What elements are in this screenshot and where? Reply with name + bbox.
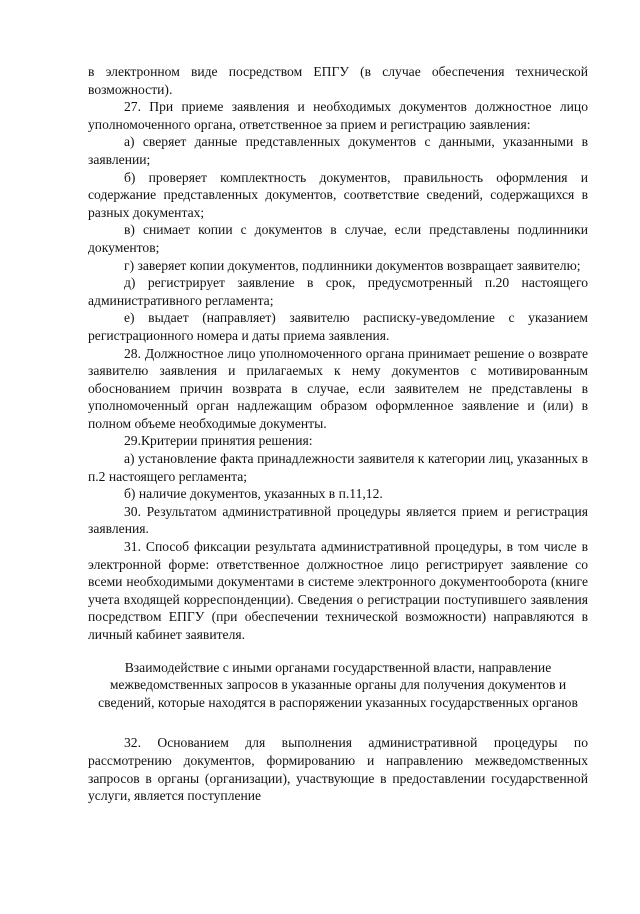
paragraph: в электронном виде посредством ЕПГУ (в случае обеспечения технической возможности).: [88, 64, 588, 97]
section-heading: Взаимодействие с иными органами государственной власти, направление межведомственных запросов в указанные органы для получения документов и сведений, которые находятся в распоряжении указанных государственных органов: [98, 659, 578, 710]
paragraph-27-b: б) проверяет комплектность документов, правильность оформления и содержание представленных документов, соответствие сведений, содержащихся в разных документах;: [88, 169, 588, 220]
paragraph-29-b: б) наличие документов, указанных в п.11,12.: [124, 486, 383, 502]
paragraph-27: 27. При приеме заявления и необходимых документов должностное лицо уполномоченного органа, ответственное за прием и регистрацию заявления:: [88, 99, 588, 132]
paragraph-28: 28. Должностное лицо уполномоченного органа принимает решение о возврате заявителю заявления и прилагаемых к нему документов с мотивированным обоснованием причин возврата в случае, если заявителем не представлены в уполномоченный орган надлежащим образом оформленное заявление и (или) в полном объеме необходимые документы.: [88, 345, 588, 431]
paragraph-29: 29.Критерии принятия решения:: [124, 433, 313, 449]
paragraph-27-a: а) сверяет данные представленных документов с данными, указанными в заявлении;: [88, 134, 588, 167]
paragraph-27-v: в) снимает копии с документов в случае, если представлены подлинники документов;: [88, 222, 588, 255]
paragraph-31: 31. Способ фиксации результата административной процедуры, в том числе в электронной форме: ответственное должностное лицо регистрирует заявление со всеми необходимыми документами в системе электронного документооборота (книге учета входящей корреспонденции). Сведения о регистрации поступившего заявления посредством ЕПГУ (при обеспечении технической возможности) направляются в личный кабинет заявителя.: [88, 539, 588, 642]
paragraph-27-g: г) заверяет копии документов, подлинники документов возвращает заявителю;: [124, 257, 581, 273]
paragraph-30: 30. Результатом административной процедуры является прием и регистрация заявления.: [88, 503, 588, 537]
paragraph-29-a: а) установление факта принадлежности заявителя к категории лиц, указанных в п.2 настоящего регламента;: [88, 451, 588, 484]
document-body: [88, 63, 588, 805]
paragraph-27-e: е) выдает (направляет) заявителю расписку-уведомление с указанием регистрационного номера и даты приема заявления.: [88, 310, 588, 343]
spacer: [88, 711, 588, 734]
paragraph-32: 32. Основанием для выполнения административной процедуры по рассмотрению документов, формированию и направлению межведомственных запросов в органы (организации), участвующие в предоставлении государственной услуги, является поступление: [88, 735, 588, 804]
paragraph-27-d: д) регистрирует заявление в срок, предусмотренный п.20 настоящего административного регламента;: [88, 275, 588, 308]
